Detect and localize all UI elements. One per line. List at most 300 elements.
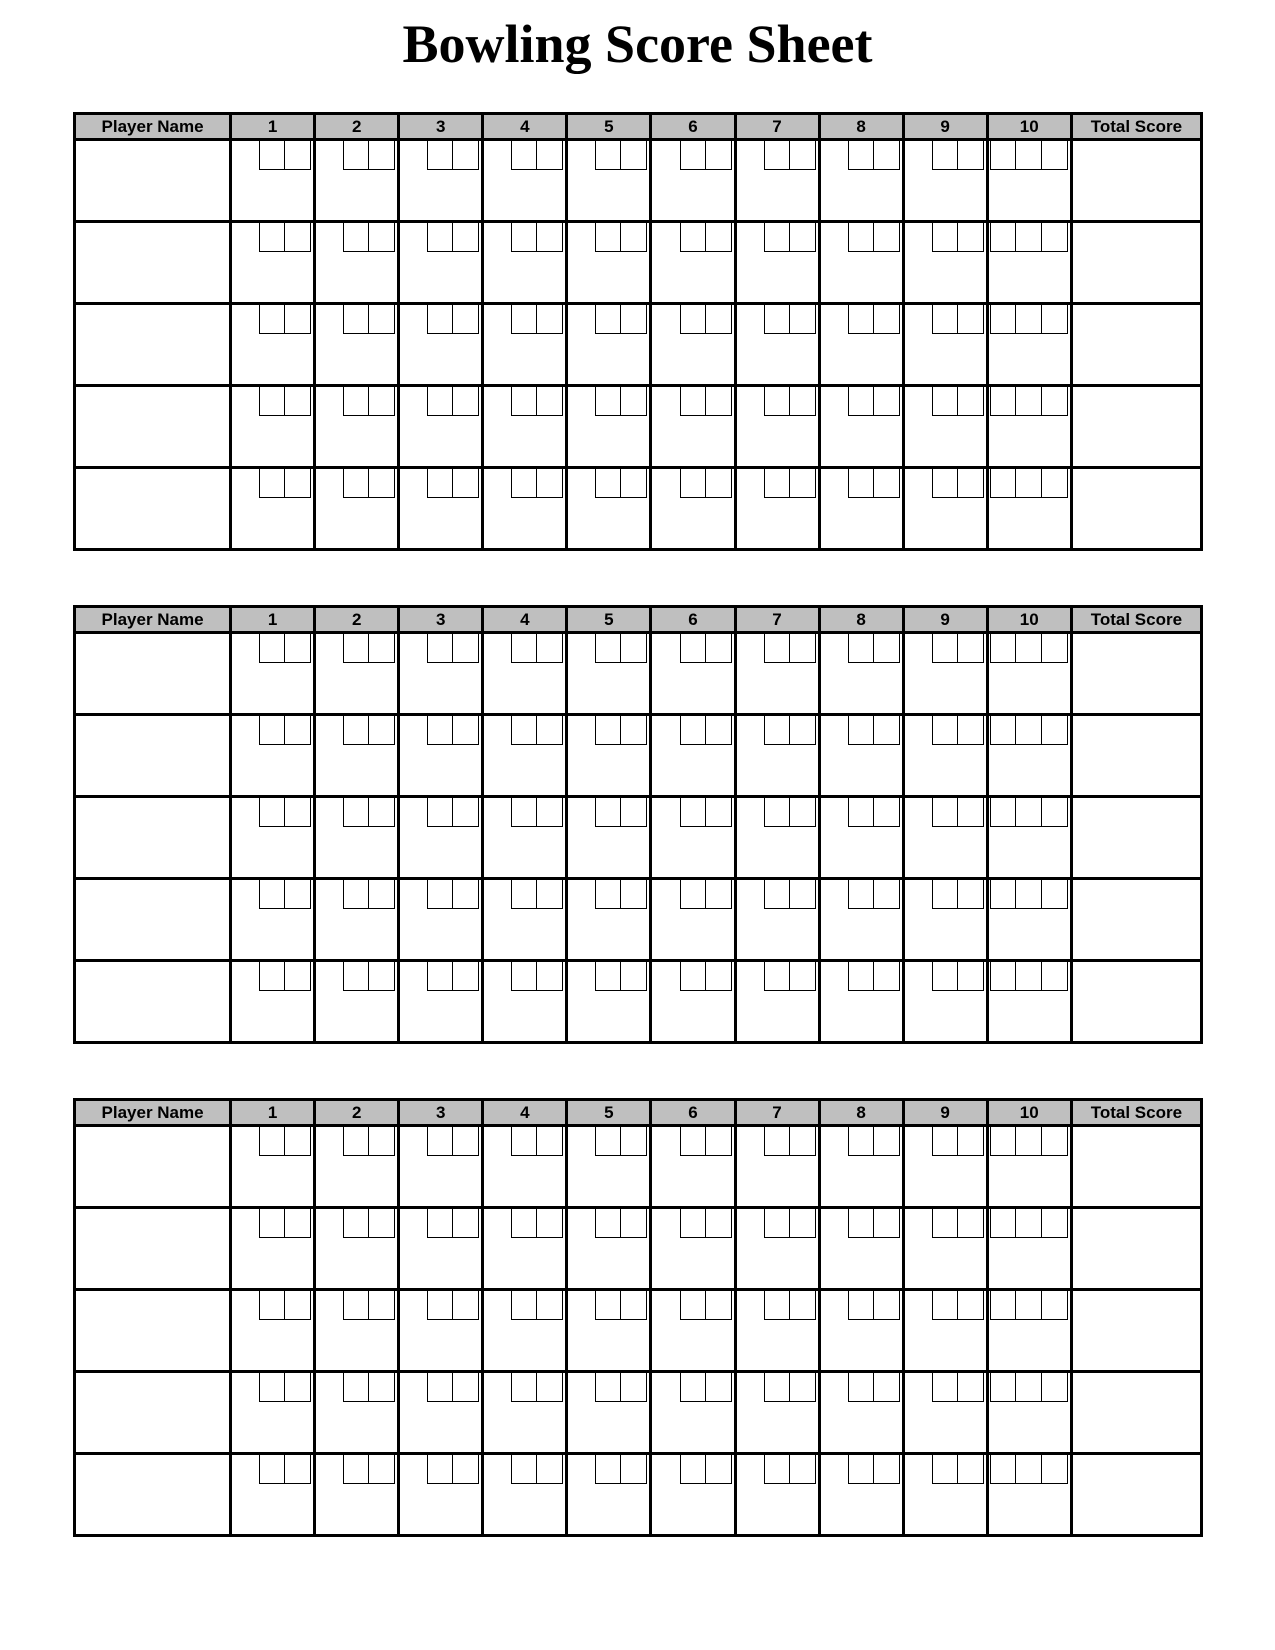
throw-box[interactable] [848, 469, 874, 498]
frame-cell-5[interactable] [567, 304, 651, 386]
throw-box[interactable] [848, 1127, 874, 1156]
total-score-cell[interactable] [1071, 386, 1201, 468]
frame-cell-5[interactable] [567, 879, 651, 961]
throw-box[interactable] [790, 634, 816, 663]
frame-cell-2[interactable] [315, 715, 399, 797]
frame-cell-5[interactable] [567, 1454, 651, 1536]
throw-box[interactable] [932, 798, 958, 827]
total-score-cell[interactable] [1071, 715, 1201, 797]
throw-box[interactable] [343, 387, 369, 416]
throw-box[interactable] [511, 962, 537, 991]
throw-box[interactable] [764, 1291, 790, 1320]
throw-box[interactable] [790, 387, 816, 416]
throw-box[interactable] [537, 716, 563, 745]
throw-box[interactable] [680, 962, 706, 991]
throw-box[interactable] [680, 1455, 706, 1484]
frame-cell-9[interactable] [903, 386, 987, 468]
throw-box[interactable] [511, 1209, 537, 1238]
throw-box[interactable] [764, 223, 790, 252]
frame-cell-10[interactable] [987, 304, 1071, 386]
throw-box[interactable] [285, 387, 311, 416]
total-score-cell[interactable] [1071, 879, 1201, 961]
frame-cell-8[interactable] [819, 715, 903, 797]
throw-box[interactable] [427, 1209, 453, 1238]
frame-cell-1[interactable] [231, 1208, 315, 1290]
total-score-cell[interactable] [1071, 633, 1201, 715]
frame-cell-6[interactable] [651, 304, 735, 386]
frame-cell-8[interactable] [819, 468, 903, 550]
throw-box[interactable] [369, 469, 395, 498]
throw-box[interactable] [932, 1291, 958, 1320]
throw-box[interactable] [680, 880, 706, 909]
throw-box[interactable] [874, 469, 900, 498]
throw-box[interactable] [848, 1209, 874, 1238]
throw-box[interactable] [343, 962, 369, 991]
throw-box[interactable] [848, 1455, 874, 1484]
throw-box[interactable] [369, 1455, 395, 1484]
throw-box[interactable] [958, 1127, 984, 1156]
player-name-cell[interactable] [75, 1208, 231, 1290]
throw-box[interactable] [790, 223, 816, 252]
throw-box[interactable] [932, 634, 958, 663]
frame-cell-9[interactable] [903, 468, 987, 550]
throw-box[interactable] [621, 1291, 647, 1320]
frame-cell-4[interactable] [483, 386, 567, 468]
frame-cell-4[interactable] [483, 1290, 567, 1372]
throw-box[interactable] [453, 141, 479, 170]
throw-box[interactable] [958, 305, 984, 334]
frame-cell-8[interactable] [819, 961, 903, 1043]
throw-box[interactable] [427, 962, 453, 991]
throw-box[interactable] [285, 469, 311, 498]
frame-cell-5[interactable] [567, 1372, 651, 1454]
frame-cell-2[interactable] [315, 879, 399, 961]
throw-box[interactable] [537, 1127, 563, 1156]
frame-cell-3[interactable] [399, 468, 483, 550]
throw-box[interactable] [958, 798, 984, 827]
throw-box[interactable] [874, 798, 900, 827]
frame-cell-7[interactable] [735, 140, 819, 222]
frame-cell-8[interactable] [819, 1290, 903, 1372]
frame-cell-5[interactable] [567, 222, 651, 304]
frame-cell-3[interactable] [399, 961, 483, 1043]
frame-cell-8[interactable] [819, 304, 903, 386]
throw-box[interactable] [790, 305, 816, 334]
throw-box[interactable] [764, 1209, 790, 1238]
frame-cell-6[interactable] [651, 1208, 735, 1290]
frame-cell-7[interactable] [735, 386, 819, 468]
frame-cell-7[interactable] [735, 715, 819, 797]
throw-box[interactable] [1042, 1373, 1068, 1402]
throw-box[interactable] [621, 1455, 647, 1484]
frame-cell-4[interactable] [483, 304, 567, 386]
throw-box[interactable] [537, 141, 563, 170]
throw-box[interactable] [1016, 962, 1042, 991]
player-name-cell[interactable] [75, 140, 231, 222]
frame-cell-4[interactable] [483, 1126, 567, 1208]
throw-box[interactable] [874, 141, 900, 170]
throw-box[interactable] [1016, 1455, 1042, 1484]
total-score-cell[interactable] [1071, 1126, 1201, 1208]
throw-box[interactable] [343, 305, 369, 334]
frame-cell-6[interactable] [651, 468, 735, 550]
throw-box[interactable] [932, 1127, 958, 1156]
throw-box[interactable] [958, 1291, 984, 1320]
frame-cell-1[interactable] [231, 1454, 315, 1536]
throw-box[interactable] [764, 469, 790, 498]
frame-cell-10[interactable] [987, 1126, 1071, 1208]
frame-cell-9[interactable] [903, 1372, 987, 1454]
throw-box[interactable] [595, 1455, 621, 1484]
throw-box[interactable] [621, 798, 647, 827]
throw-box[interactable] [343, 223, 369, 252]
frame-cell-7[interactable] [735, 879, 819, 961]
frame-cell-8[interactable] [819, 140, 903, 222]
throw-box[interactable] [848, 880, 874, 909]
player-name-cell[interactable] [75, 961, 231, 1043]
player-name-cell[interactable] [75, 468, 231, 550]
frame-cell-8[interactable] [819, 222, 903, 304]
throw-box[interactable] [680, 305, 706, 334]
frame-cell-2[interactable] [315, 1290, 399, 1372]
throw-box[interactable] [764, 305, 790, 334]
throw-box[interactable] [369, 1209, 395, 1238]
frame-cell-7[interactable] [735, 1372, 819, 1454]
throw-box[interactable] [511, 469, 537, 498]
throw-box[interactable] [764, 798, 790, 827]
throw-box[interactable] [990, 1455, 1017, 1484]
throw-box[interactable] [958, 1455, 984, 1484]
frame-cell-9[interactable] [903, 1454, 987, 1536]
throw-box[interactable] [453, 716, 479, 745]
throw-box[interactable] [1016, 141, 1042, 170]
throw-box[interactable] [621, 469, 647, 498]
frame-cell-10[interactable] [987, 468, 1071, 550]
frame-cell-3[interactable] [399, 386, 483, 468]
throw-box[interactable] [343, 634, 369, 663]
frame-cell-9[interactable] [903, 797, 987, 879]
total-score-cell[interactable] [1071, 1208, 1201, 1290]
throw-box[interactable] [848, 1373, 874, 1402]
throw-box[interactable] [1042, 1209, 1068, 1238]
throw-box[interactable] [427, 1455, 453, 1484]
frame-cell-6[interactable] [651, 1126, 735, 1208]
throw-box[interactable] [285, 305, 311, 334]
throw-box[interactable] [1016, 880, 1042, 909]
throw-box[interactable] [958, 387, 984, 416]
throw-box[interactable] [621, 387, 647, 416]
player-name-cell[interactable] [75, 797, 231, 879]
throw-box[interactable] [453, 469, 479, 498]
throw-box[interactable] [1042, 1291, 1068, 1320]
frame-cell-6[interactable] [651, 879, 735, 961]
throw-box[interactable] [285, 880, 311, 909]
throw-box[interactable] [790, 1209, 816, 1238]
throw-box[interactable] [1016, 1373, 1042, 1402]
throw-box[interactable] [343, 798, 369, 827]
throw-box[interactable] [453, 634, 479, 663]
throw-box[interactable] [1016, 634, 1042, 663]
frame-cell-10[interactable] [987, 222, 1071, 304]
throw-box[interactable] [511, 141, 537, 170]
throw-box[interactable] [453, 1373, 479, 1402]
frame-cell-1[interactable] [231, 633, 315, 715]
frame-cell-4[interactable] [483, 633, 567, 715]
frame-cell-1[interactable] [231, 140, 315, 222]
throw-box[interactable] [848, 1291, 874, 1320]
player-name-cell[interactable] [75, 633, 231, 715]
frame-cell-6[interactable] [651, 222, 735, 304]
throw-box[interactable] [1042, 962, 1068, 991]
frame-cell-3[interactable] [399, 1290, 483, 1372]
throw-box[interactable] [958, 634, 984, 663]
throw-box[interactable] [537, 1373, 563, 1402]
throw-box[interactable] [595, 223, 621, 252]
throw-box[interactable] [259, 716, 285, 745]
throw-box[interactable] [706, 1455, 732, 1484]
frame-cell-5[interactable] [567, 633, 651, 715]
throw-box[interactable] [874, 1455, 900, 1484]
throw-box[interactable] [537, 1455, 563, 1484]
throw-box[interactable] [369, 880, 395, 909]
frame-cell-5[interactable] [567, 961, 651, 1043]
throw-box[interactable] [706, 716, 732, 745]
throw-box[interactable] [874, 1209, 900, 1238]
throw-box[interactable] [343, 716, 369, 745]
throw-box[interactable] [874, 880, 900, 909]
frame-cell-1[interactable] [231, 879, 315, 961]
frame-cell-1[interactable] [231, 386, 315, 468]
throw-box[interactable] [537, 880, 563, 909]
throw-box[interactable] [453, 1127, 479, 1156]
total-score-cell[interactable] [1071, 797, 1201, 879]
throw-box[interactable] [706, 1291, 732, 1320]
throw-box[interactable] [706, 141, 732, 170]
throw-box[interactable] [990, 716, 1017, 745]
frame-cell-2[interactable] [315, 468, 399, 550]
player-name-cell[interactable] [75, 1126, 231, 1208]
frame-cell-3[interactable] [399, 879, 483, 961]
throw-box[interactable] [1016, 798, 1042, 827]
frame-cell-6[interactable] [651, 961, 735, 1043]
throw-box[interactable] [680, 1209, 706, 1238]
throw-box[interactable] [453, 962, 479, 991]
throw-box[interactable] [259, 1209, 285, 1238]
throw-box[interactable] [1016, 305, 1042, 334]
frame-cell-1[interactable] [231, 961, 315, 1043]
throw-box[interactable] [1042, 880, 1068, 909]
frame-cell-3[interactable] [399, 1372, 483, 1454]
throw-box[interactable] [764, 1127, 790, 1156]
throw-box[interactable] [259, 798, 285, 827]
throw-box[interactable] [285, 962, 311, 991]
throw-box[interactable] [621, 716, 647, 745]
throw-box[interactable] [595, 141, 621, 170]
throw-box[interactable] [680, 141, 706, 170]
throw-box[interactable] [958, 469, 984, 498]
throw-box[interactable] [453, 1291, 479, 1320]
throw-box[interactable] [369, 798, 395, 827]
frame-cell-5[interactable] [567, 468, 651, 550]
throw-box[interactable] [874, 223, 900, 252]
total-score-cell[interactable] [1071, 468, 1201, 550]
throw-box[interactable] [932, 141, 958, 170]
throw-box[interactable] [990, 469, 1017, 498]
frame-cell-10[interactable] [987, 386, 1071, 468]
throw-box[interactable] [427, 716, 453, 745]
throw-box[interactable] [369, 1373, 395, 1402]
throw-box[interactable] [511, 387, 537, 416]
frame-cell-1[interactable] [231, 797, 315, 879]
frame-cell-7[interactable] [735, 468, 819, 550]
throw-box[interactable] [680, 1373, 706, 1402]
frame-cell-8[interactable] [819, 1208, 903, 1290]
throw-box[interactable] [790, 469, 816, 498]
throw-box[interactable] [259, 305, 285, 334]
throw-box[interactable] [369, 387, 395, 416]
throw-box[interactable] [1016, 716, 1042, 745]
throw-box[interactable] [369, 962, 395, 991]
throw-box[interactable] [285, 1209, 311, 1238]
throw-box[interactable] [427, 141, 453, 170]
throw-box[interactable] [259, 223, 285, 252]
throw-box[interactable] [1042, 1455, 1068, 1484]
throw-box[interactable] [259, 141, 285, 170]
frame-cell-10[interactable] [987, 715, 1071, 797]
frame-cell-5[interactable] [567, 1208, 651, 1290]
throw-box[interactable] [706, 634, 732, 663]
throw-box[interactable] [990, 223, 1017, 252]
throw-box[interactable] [595, 962, 621, 991]
throw-box[interactable] [595, 716, 621, 745]
throw-box[interactable] [259, 880, 285, 909]
throw-box[interactable] [680, 1127, 706, 1156]
frame-cell-10[interactable] [987, 1454, 1071, 1536]
throw-box[interactable] [1042, 634, 1068, 663]
total-score-cell[interactable] [1071, 304, 1201, 386]
frame-cell-3[interactable] [399, 222, 483, 304]
frame-cell-5[interactable] [567, 715, 651, 797]
throw-box[interactable] [1042, 387, 1068, 416]
throw-box[interactable] [369, 1291, 395, 1320]
throw-box[interactable] [621, 634, 647, 663]
throw-box[interactable] [932, 1455, 958, 1484]
throw-box[interactable] [537, 798, 563, 827]
frame-cell-1[interactable] [231, 715, 315, 797]
throw-box[interactable] [1042, 223, 1068, 252]
throw-box[interactable] [511, 798, 537, 827]
throw-box[interactable] [427, 223, 453, 252]
throw-box[interactable] [453, 1455, 479, 1484]
frame-cell-5[interactable] [567, 797, 651, 879]
throw-box[interactable] [848, 634, 874, 663]
throw-box[interactable] [537, 634, 563, 663]
throw-box[interactable] [706, 1127, 732, 1156]
throw-box[interactable] [764, 387, 790, 416]
throw-box[interactable] [932, 716, 958, 745]
throw-box[interactable] [595, 634, 621, 663]
total-score-cell[interactable] [1071, 1290, 1201, 1372]
throw-box[interactable] [764, 880, 790, 909]
throw-box[interactable] [764, 1373, 790, 1402]
frame-cell-6[interactable] [651, 715, 735, 797]
throw-box[interactable] [453, 880, 479, 909]
frame-cell-8[interactable] [819, 633, 903, 715]
frame-cell-9[interactable] [903, 1208, 987, 1290]
throw-box[interactable] [790, 716, 816, 745]
frame-cell-1[interactable] [231, 1372, 315, 1454]
frame-cell-5[interactable] [567, 140, 651, 222]
throw-box[interactable] [680, 1291, 706, 1320]
throw-box[interactable] [427, 634, 453, 663]
frame-cell-3[interactable] [399, 140, 483, 222]
throw-box[interactable] [790, 1127, 816, 1156]
throw-box[interactable] [874, 634, 900, 663]
throw-box[interactable] [369, 223, 395, 252]
throw-box[interactable] [848, 141, 874, 170]
throw-box[interactable] [706, 798, 732, 827]
frame-cell-2[interactable] [315, 633, 399, 715]
frame-cell-4[interactable] [483, 715, 567, 797]
throw-box[interactable] [595, 880, 621, 909]
frame-cell-4[interactable] [483, 1372, 567, 1454]
throw-box[interactable] [1016, 1127, 1042, 1156]
throw-box[interactable] [259, 469, 285, 498]
throw-box[interactable] [285, 716, 311, 745]
throw-box[interactable] [790, 1291, 816, 1320]
frame-cell-9[interactable] [903, 222, 987, 304]
throw-box[interactable] [680, 634, 706, 663]
throw-box[interactable] [285, 1291, 311, 1320]
throw-box[interactable] [848, 716, 874, 745]
throw-box[interactable] [706, 962, 732, 991]
frame-cell-10[interactable] [987, 797, 1071, 879]
throw-box[interactable] [990, 1373, 1017, 1402]
frame-cell-4[interactable] [483, 1454, 567, 1536]
frame-cell-1[interactable] [231, 304, 315, 386]
throw-box[interactable] [537, 387, 563, 416]
throw-box[interactable] [848, 387, 874, 416]
throw-box[interactable] [1016, 223, 1042, 252]
throw-box[interactable] [343, 1127, 369, 1156]
player-name-cell[interactable] [75, 222, 231, 304]
throw-box[interactable] [1016, 1209, 1042, 1238]
throw-box[interactable] [537, 1291, 563, 1320]
throw-box[interactable] [1016, 1291, 1042, 1320]
throw-box[interactable] [790, 798, 816, 827]
throw-box[interactable] [848, 962, 874, 991]
throw-box[interactable] [511, 634, 537, 663]
frame-cell-4[interactable] [483, 140, 567, 222]
frame-cell-6[interactable] [651, 140, 735, 222]
throw-box[interactable] [764, 634, 790, 663]
throw-box[interactable] [706, 469, 732, 498]
throw-box[interactable] [537, 1209, 563, 1238]
throw-box[interactable] [790, 141, 816, 170]
throw-box[interactable] [621, 1209, 647, 1238]
frame-cell-3[interactable] [399, 304, 483, 386]
throw-box[interactable] [932, 469, 958, 498]
frame-cell-1[interactable] [231, 1290, 315, 1372]
frame-cell-5[interactable] [567, 1126, 651, 1208]
frame-cell-2[interactable] [315, 222, 399, 304]
throw-box[interactable] [427, 469, 453, 498]
frame-cell-9[interactable] [903, 1290, 987, 1372]
frame-cell-6[interactable] [651, 1454, 735, 1536]
player-name-cell[interactable] [75, 715, 231, 797]
throw-box[interactable] [511, 716, 537, 745]
throw-box[interactable] [848, 305, 874, 334]
